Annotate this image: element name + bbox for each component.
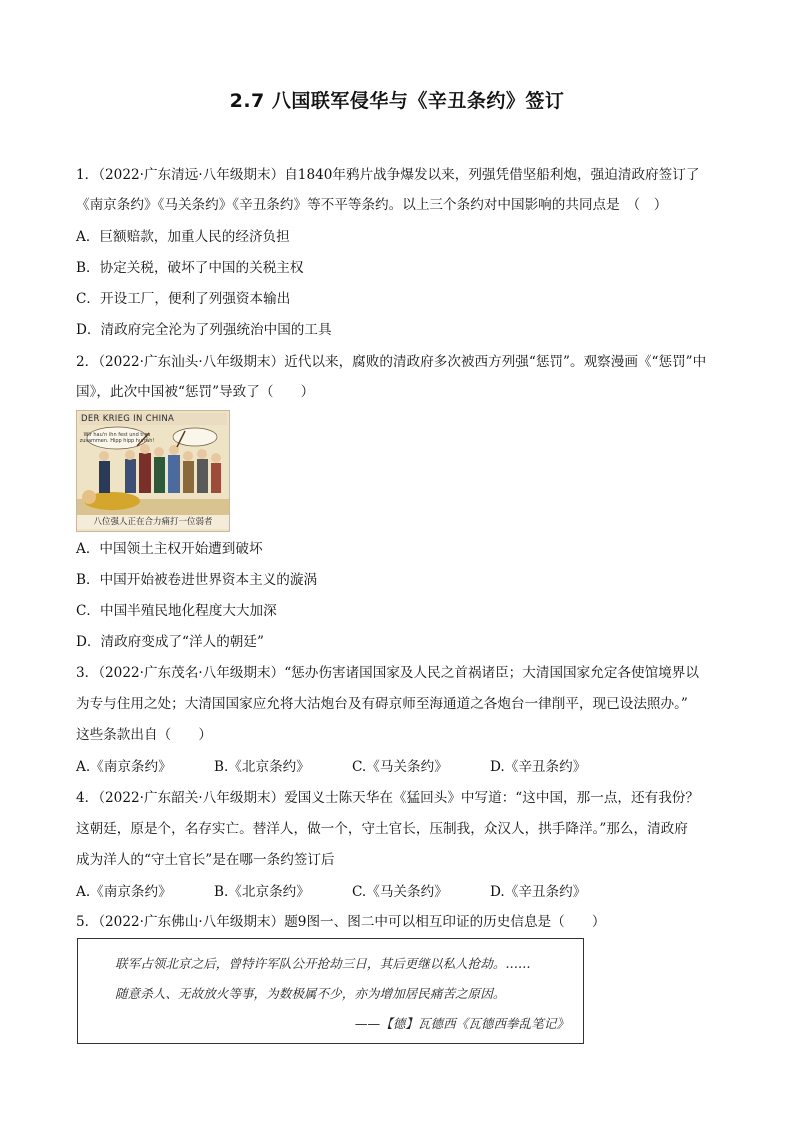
q2-option-a: A．中国领土主权开始遭到破坏 [76, 541, 263, 557]
q2-stem-line2: 国》，此次中国被“惩罚”导致了（ ） [76, 384, 315, 400]
quote-box [77, 938, 584, 1044]
q4-option-a: A.《南京条约》 [76, 884, 172, 900]
q4-stem-line1: 4．（2022·广东韶关·八年级期末）爱国义士陈天华在《猛回头》中写道：“这中国，那一点，还有我份？ [76, 790, 699, 806]
q4-option-c: C.《马关条约》 [352, 884, 448, 900]
q1-stem-line2: 《南京条约》《马关条约》《辛丑条约》等不平等条约。以上三个条约对中国影响的共同点是 （ ） [76, 197, 668, 213]
q4-stem-line2: 这朝廷，原是个，名存实亡。替洋人，做一个，守土官长，压制我，众汉人，拱手降洋。”那么，清政府 [76, 821, 688, 837]
q3-option-a: A.《南京条约》 [76, 759, 172, 775]
q1-option-b: B．协定关税，破坏了中国的关税主权 [76, 260, 304, 276]
q4-stem-line3: 成为洋人的“守土官长”是在哪一条约签订后 [76, 852, 335, 868]
q3-stem-line3: 这些条款出自（ ） [76, 727, 212, 743]
q2-option-d: D．清政府变成了“洋人的朝廷” [76, 634, 264, 650]
q1-stem-line1: 1．（2022·广东清远·八年级期末）自1840年鸦片战争爆发以来，列强凭借坚船利炮，强迫清政府签订了 [76, 167, 700, 183]
q4-options [76, 882, 726, 902]
q1-option-a: A．巨额赔款，加重人民的经济负担 [76, 229, 290, 245]
cartoon-caption: 八位强人正在合力痛打一位弱者 [77, 515, 229, 529]
svg-text:zusammen. Hipp hipp hurrah!: zusammen. Hipp hipp hurrah! [79, 438, 155, 444]
q3-option-b: B.《北京条约》 [214, 759, 310, 775]
q1-option-d: D．清政府完全沦为了列强统治中国的工具 [76, 322, 332, 338]
q4-option-d: D.《辛丑条约》 [490, 884, 587, 900]
svg-text:Wir hau'n ihn fest und treu: Wir hau'n ihn fest und treu [83, 432, 151, 438]
q1-option-c: C．开设工厂，便利了列强资本输出 [76, 291, 291, 307]
q5-stem-line1: 5．（2022·广东佛山·八年级期末）题9图一、图二中可以相互印证的历史信息是（ ） [76, 914, 606, 930]
q2-option-c: C．中国半殖民地化程度大大加深 [76, 603, 277, 619]
cartoon-illustration [77, 411, 229, 531]
q2-stem-line1: 2．（2022·广东汕头·八年级期末）近代以来，腐败的清政府多次被西方列强“惩罚”。观察漫画《“惩罚”中 [76, 354, 707, 370]
page-title: 2.7 八国联军侵华与《辛丑条约》签订 [229, 90, 565, 112]
q3-options [76, 757, 726, 777]
q3-stem-line2: 为专与住用之处；大清国国家应允将大沽炮台及有碍京师至海通道之各炮台一律削平，现已设法照办。” [76, 696, 688, 712]
cartoon-image [76, 410, 230, 532]
q3-option-c: C.《马关条约》 [352, 759, 448, 775]
quote-line1: 联军占领北京之后，曾特许军队公开抢劫三日，其后更继以私人抢劫。…… [115, 956, 531, 971]
q3-option-d: D.《辛丑条约》 [490, 759, 587, 775]
q4-option-b: B.《北京条约》 [214, 884, 310, 900]
cartoon-banner: DER KRIEG IN CHINA [79, 413, 227, 425]
quote-line2: 随意杀人、无故放火等事，为数极属不少，亦为增加居民痛苦之原因。 [115, 986, 506, 1001]
quote-source: ——【德】瓦德西《瓦德西拳乱笔记》 [354, 1016, 569, 1031]
q2-option-b: B．中国开始被卷进世界资本主义的漩涡 [76, 572, 318, 588]
q3-stem-line1: 3．（2022·广东茂名·八年级期末）“惩办伤害诸国国家及人民之首祸诸臣；大清国国家允定各使馆境界以 [76, 665, 699, 681]
